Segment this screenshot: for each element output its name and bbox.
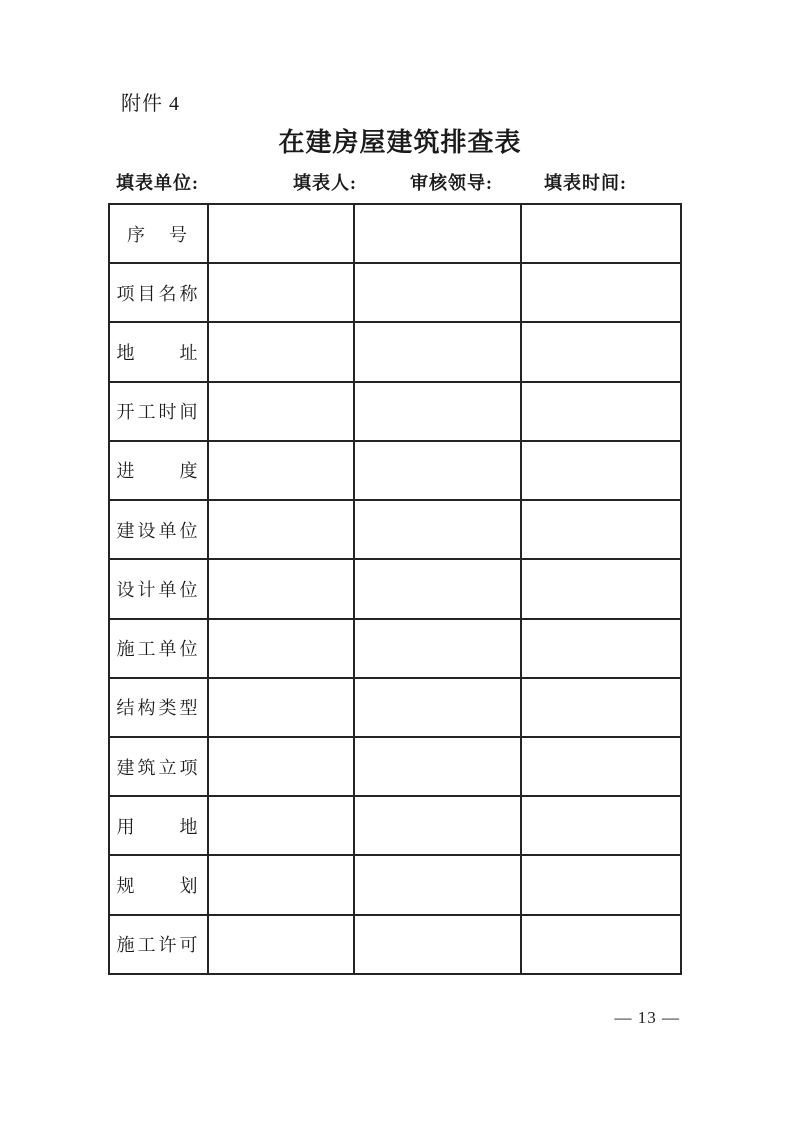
row-label: 建设单位 — [109, 500, 208, 559]
row-label: 施工许可 — [109, 915, 208, 974]
data-cell — [354, 559, 521, 618]
row-label: 规 划 — [109, 855, 208, 914]
data-cell — [521, 322, 681, 381]
data-cell — [521, 382, 681, 441]
data-cell — [521, 204, 681, 263]
row-label: 开工时间 — [109, 382, 208, 441]
data-cell — [521, 737, 681, 796]
data-cell — [208, 263, 354, 322]
field-label-review-leader: 审核领导: — [410, 173, 493, 193]
survey-table — [108, 203, 682, 975]
data-cell — [521, 441, 681, 500]
data-cell — [354, 204, 521, 263]
data-cell — [208, 737, 354, 796]
data-cell — [354, 263, 521, 322]
data-cell — [521, 678, 681, 737]
data-cell — [208, 322, 354, 381]
data-cell — [208, 559, 354, 618]
data-cell — [354, 382, 521, 441]
data-cell — [208, 915, 354, 974]
table-row — [109, 204, 681, 263]
data-cell — [354, 441, 521, 500]
data-cell — [354, 678, 521, 737]
row-label: 序 号 — [109, 204, 208, 263]
data-cell — [208, 619, 354, 678]
data-cell — [354, 915, 521, 974]
field-label-filling-date: 填表时间: — [544, 173, 627, 193]
table-row — [109, 619, 681, 678]
data-cell — [208, 382, 354, 441]
row-label: 项目名称 — [109, 263, 208, 322]
table-row — [109, 737, 681, 796]
table-row — [109, 500, 681, 559]
data-cell — [521, 619, 681, 678]
data-cell — [208, 204, 354, 263]
data-cell — [354, 322, 521, 381]
table-row — [109, 796, 681, 855]
data-cell — [208, 678, 354, 737]
data-cell — [354, 855, 521, 914]
data-cell — [521, 915, 681, 974]
data-cell — [208, 796, 354, 855]
table-row — [109, 678, 681, 737]
data-cell — [354, 619, 521, 678]
table-row — [109, 382, 681, 441]
table-row — [109, 915, 681, 974]
header-fields-row — [0, 169, 800, 195]
row-label: 用 地 — [109, 796, 208, 855]
row-label: 设计单位 — [109, 559, 208, 618]
data-cell — [208, 855, 354, 914]
field-label-filling-person: 填表人: — [293, 173, 357, 193]
data-cell — [208, 441, 354, 500]
data-cell — [208, 500, 354, 559]
data-cell — [354, 796, 521, 855]
data-cell — [521, 500, 681, 559]
table-row — [109, 322, 681, 381]
table-row — [109, 263, 681, 322]
row-label: 地 址 — [109, 322, 208, 381]
table-row — [109, 441, 681, 500]
field-label-filling-unit: 填表单位: — [116, 173, 199, 193]
page-title: 在建房屋建筑排查表 — [278, 127, 522, 157]
page-number: — 13 — — [614, 1008, 680, 1027]
row-label: 进 度 — [109, 441, 208, 500]
data-cell — [354, 500, 521, 559]
table-row — [109, 559, 681, 618]
data-cell — [521, 559, 681, 618]
data-cell — [521, 796, 681, 855]
row-label: 施工单位 — [109, 619, 208, 678]
attachment-label: 附件 4 — [121, 93, 180, 115]
data-cell — [354, 737, 521, 796]
data-cell — [521, 263, 681, 322]
row-label: 建筑立项 — [109, 737, 208, 796]
row-label: 结构类型 — [109, 678, 208, 737]
table-row — [109, 855, 681, 914]
data-cell — [521, 855, 681, 914]
